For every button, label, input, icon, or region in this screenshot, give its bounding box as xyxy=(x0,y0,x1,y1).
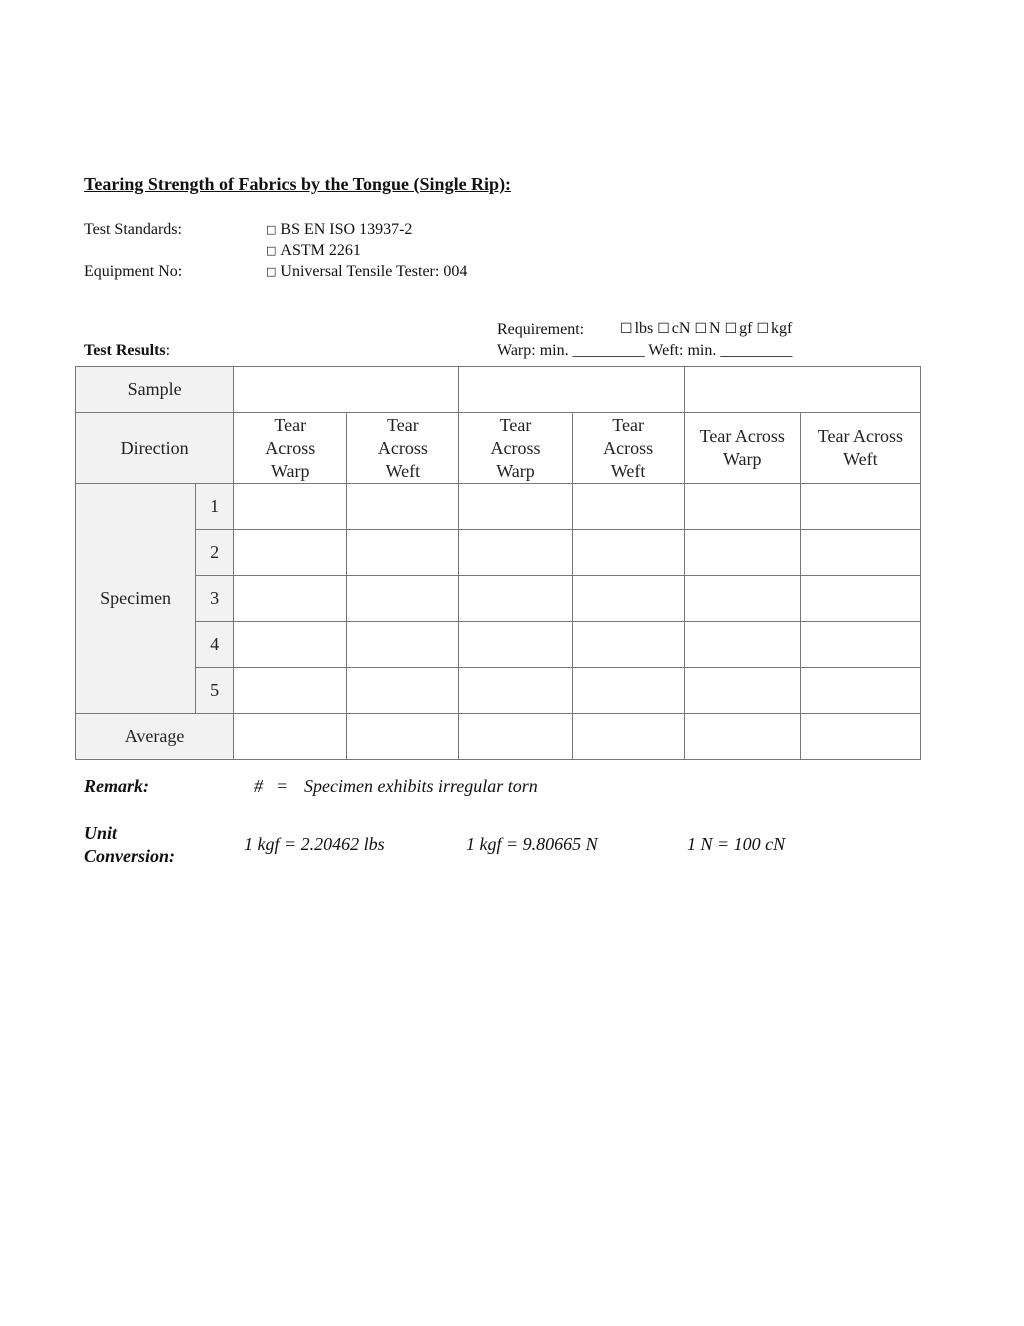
document-title: Tearing Strength of Fabrics by the Tongue (Single Rip): xyxy=(84,174,512,194)
specimen-number: 4 xyxy=(196,622,234,668)
result-cell[interactable] xyxy=(800,576,920,622)
unit-conversion-label-line1: Unit xyxy=(84,823,118,843)
specimen-number: 3 xyxy=(196,576,234,622)
average-cell[interactable] xyxy=(800,714,920,760)
remark-label: Remark: xyxy=(84,776,149,796)
specimen-row xyxy=(76,484,921,530)
conversion-kgf-lbs: 1 kgf = 2.20462 lbs xyxy=(244,834,385,854)
conversion-n-cn: 1 N = 100 cN xyxy=(687,834,786,854)
direction-cell: Tear Across Warp xyxy=(459,413,572,484)
equipment-option[interactable]: □ Universal Tensile Tester: 004 xyxy=(266,263,468,280)
specimen-number: 2 xyxy=(196,530,234,576)
unit-lbs: lbs xyxy=(634,320,654,337)
specimen-row xyxy=(76,530,921,576)
result-cell[interactable] xyxy=(572,668,684,714)
requirement-label: Requirement: xyxy=(497,321,585,338)
result-cell[interactable] xyxy=(684,576,800,622)
result-cell[interactable] xyxy=(234,576,347,622)
sample-label: Sample xyxy=(76,367,234,413)
checkbox-icon[interactable]: ☐ xyxy=(694,321,708,337)
direction-label: Direction xyxy=(76,413,234,484)
average-cell[interactable] xyxy=(572,714,684,760)
equipment-label: Equipment No: xyxy=(84,263,183,280)
unit-n: N xyxy=(709,320,721,337)
requirement-units xyxy=(620,320,792,338)
unit-cn: cN xyxy=(671,320,691,337)
result-cell[interactable] xyxy=(572,622,684,668)
specimen-label: Specimen xyxy=(76,484,196,714)
unit-kgf: kgf xyxy=(771,320,793,337)
test-results-label: Test Results: xyxy=(84,342,171,359)
result-cell[interactable] xyxy=(572,530,684,576)
result-cell[interactable] xyxy=(459,530,572,576)
checkbox-icon[interactable]: □ xyxy=(266,265,277,278)
checkbox-icon[interactable]: ☐ xyxy=(724,321,738,337)
direction-cell: Tear Across Weft xyxy=(347,413,459,484)
direction-cell: Tear Across Weft xyxy=(572,413,684,484)
specimen-row xyxy=(76,576,921,622)
specimen-row xyxy=(76,622,921,668)
remark-equals: = xyxy=(276,776,289,796)
result-cell[interactable] xyxy=(234,622,347,668)
checkbox-icon[interactable]: □ xyxy=(266,244,277,257)
result-cell[interactable] xyxy=(459,622,572,668)
result-cell[interactable] xyxy=(684,622,800,668)
result-cell[interactable] xyxy=(347,668,459,714)
sample-row xyxy=(76,367,921,413)
specimen-number: 5 xyxy=(196,668,234,714)
unit-gf: gf xyxy=(739,320,753,337)
result-cell[interactable] xyxy=(800,668,920,714)
average-label: Average xyxy=(76,714,234,760)
result-cell[interactable] xyxy=(800,484,920,530)
result-cell[interactable] xyxy=(684,530,800,576)
result-cell[interactable] xyxy=(347,576,459,622)
result-cell[interactable] xyxy=(347,530,459,576)
specimen-number: 1 xyxy=(196,484,234,530)
result-cell[interactable] xyxy=(572,576,684,622)
specimen-row xyxy=(76,668,921,714)
conversion-kgf-n: 1 kgf = 9.80665 N xyxy=(466,834,598,854)
warp-weft-min-line: Warp: min. _________ Weft: min. _________ xyxy=(497,342,793,359)
remark-text: Specimen exhibits irregular torn xyxy=(304,776,538,796)
checkbox-icon[interactable]: ☐ xyxy=(620,321,633,337)
average-cell[interactable] xyxy=(684,714,800,760)
sample-cell-2[interactable] xyxy=(459,367,684,413)
results-table xyxy=(75,366,921,760)
standard-option-2[interactable]: □ ASTM 2261 xyxy=(266,242,361,259)
result-cell[interactable] xyxy=(459,484,572,530)
result-cell[interactable] xyxy=(459,668,572,714)
result-cell[interactable] xyxy=(800,530,920,576)
result-cell[interactable] xyxy=(234,484,347,530)
direction-cell: Tear Across Warp xyxy=(684,413,800,484)
checkbox-icon[interactable]: □ xyxy=(266,223,277,236)
average-cell[interactable] xyxy=(347,714,459,760)
sample-cell-1[interactable] xyxy=(234,367,459,413)
direction-cell: Tear Across Weft xyxy=(800,413,920,484)
direction-row xyxy=(76,413,921,484)
result-cell[interactable] xyxy=(234,668,347,714)
result-cell[interactable] xyxy=(684,668,800,714)
average-cell[interactable] xyxy=(459,714,572,760)
test-standards-label: Test Standards: xyxy=(84,221,182,238)
sample-cell-3[interactable] xyxy=(684,367,920,413)
result-cell[interactable] xyxy=(347,622,459,668)
standard-option-1[interactable]: □ BS EN ISO 13937-2 xyxy=(266,221,413,238)
result-cell[interactable] xyxy=(684,484,800,530)
result-cell[interactable] xyxy=(459,576,572,622)
checkbox-icon[interactable]: ☐ xyxy=(756,321,770,337)
result-cell[interactable] xyxy=(572,484,684,530)
result-cell[interactable] xyxy=(234,530,347,576)
checkbox-icon[interactable]: ☐ xyxy=(657,321,670,337)
remark-symbol: # xyxy=(254,776,263,796)
average-row xyxy=(76,714,921,760)
result-cell[interactable] xyxy=(800,622,920,668)
result-cell[interactable] xyxy=(347,484,459,530)
average-cell[interactable] xyxy=(234,714,347,760)
direction-cell: Tear Across Warp xyxy=(234,413,347,484)
unit-conversion-label-line2: Conversion: xyxy=(84,846,176,866)
